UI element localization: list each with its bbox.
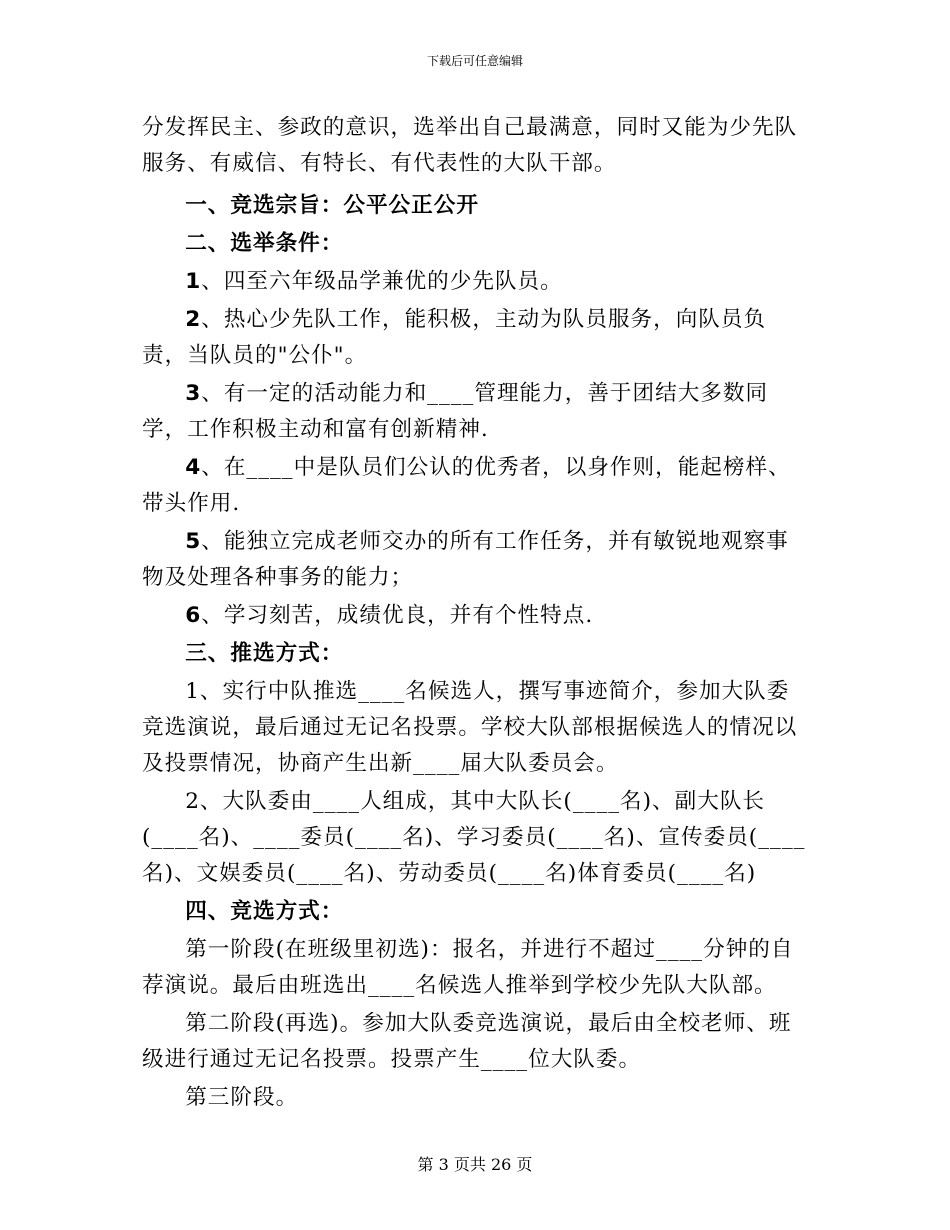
paragraph-text: 第二阶段(再选)。参加大队委竞选演说，最后由全校老师、班级进行通过无记名投票。投票产生____位大队委。 — [142, 1011, 792, 1072]
document-body — [142, 110, 808, 1116]
list-item — [142, 302, 808, 374]
list-item — [142, 598, 808, 634]
paragraph — [142, 932, 808, 1004]
page-footer: 第 3 页共 26 页 — [417, 1155, 533, 1174]
item-number: 6 — [185, 603, 202, 628]
item-text: 、学习刻苦，成绩优良，并有个性特点. — [201, 603, 594, 628]
heading-text: 三、推选方式： — [185, 641, 344, 666]
item-number: 1 — [185, 269, 202, 294]
heading-text: 二、选举条件： — [185, 231, 344, 256]
item-number: 3 — [185, 381, 202, 406]
heading-text: 四、竞选方式： — [185, 899, 344, 924]
section-heading — [142, 226, 808, 262]
paragraph — [142, 674, 808, 782]
list-item — [142, 264, 808, 300]
item-text: 、有一定的活动能力和____管理能力，善于团结大多数同学，工作积极主动和富有创新精神. — [142, 381, 769, 442]
item-number: 4 — [185, 455, 202, 480]
paragraph-text: 2、大队委由____人组成，其中大队长(____名)、副大队长(____名)、____委员(____名)、学习委员(____名)、宣传委员(____名)、文娱委员(____名)、劳动委员(____名)体育委员(____名) — [142, 789, 806, 886]
section-heading — [142, 188, 808, 224]
heading-text: 一、竞选宗旨：公平公正公开 — [185, 193, 479, 218]
list-item — [142, 450, 808, 522]
paragraph — [142, 784, 808, 892]
paragraph-text: 第一阶段(在班级里初选)：报名，并进行不超过____分钟的自荐演说。最后由班选出____名候选人推举到学校少先队大队部。 — [142, 937, 794, 998]
item-text: 、能独立完成老师交办的所有工作任务，并有敏锐地观察事物及处理各种事务的能力； — [142, 529, 789, 590]
item-text: 、四至六年级品学兼优的少先队员。 — [201, 269, 563, 294]
item-number: 2 — [185, 307, 202, 332]
list-item — [142, 524, 808, 596]
page-header: 下载后可任意编辑 — [426, 54, 523, 68]
paragraph — [142, 1080, 808, 1116]
item-text: 、在____中是队员们公认的优秀者，以身作则，能起榜样、带头作用. — [142, 455, 791, 516]
item-text: 、热心少先队工作，能积极，主动为队员服务，向队员负责，当队员的"公仆"。 — [142, 307, 767, 368]
paragraph-text: 分发挥民主、参政的意识，选举出自己最满意，同时又能为少先队服务、有威信、有特长、有代表性的大队干部。 — [142, 115, 798, 176]
paragraph — [142, 1006, 808, 1078]
list-item — [142, 376, 808, 448]
paragraph-text: 第三阶段。 — [185, 1085, 299, 1110]
paragraph-text: 1、实行中队推选____名候选人，撰写事迹简介，参加大队委竞选演说，最后通过无记名投票。学校大队部根据候选人的情况以及投票情况，协商产生出新____届大队委员会。 — [142, 679, 798, 776]
paragraph — [142, 110, 808, 182]
section-heading — [142, 894, 808, 930]
section-heading — [142, 636, 808, 672]
item-number: 5 — [185, 529, 202, 554]
